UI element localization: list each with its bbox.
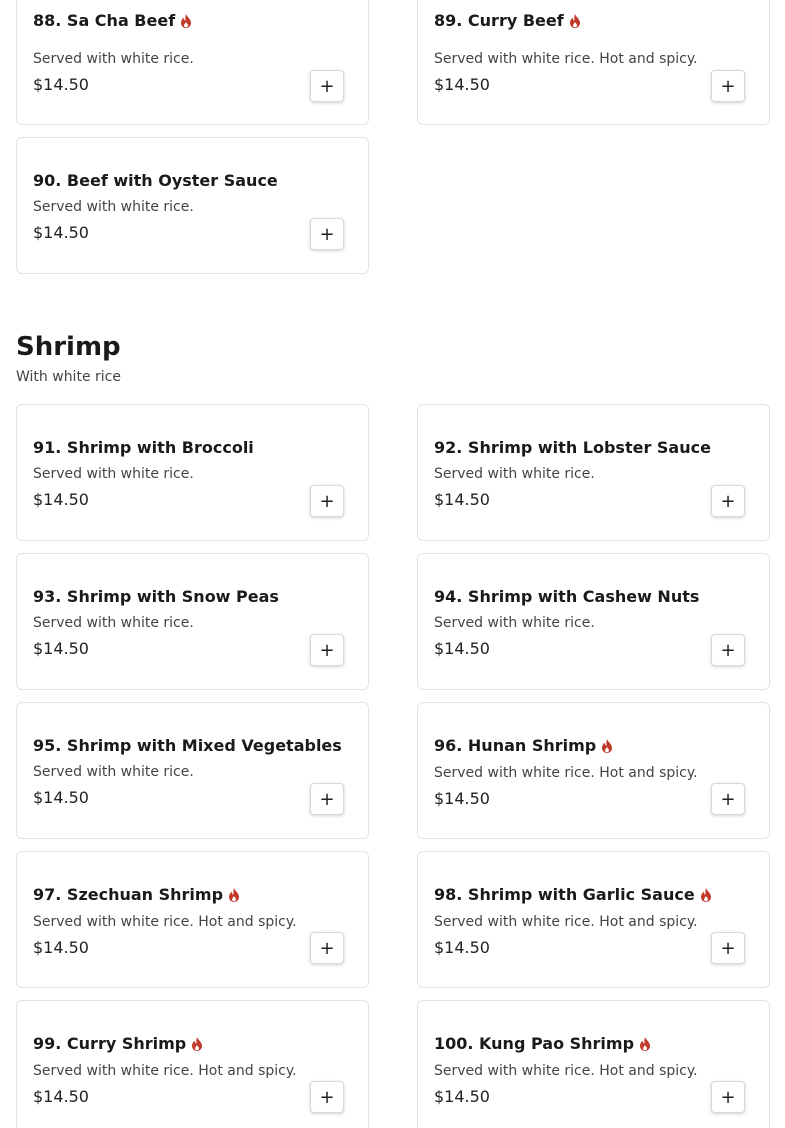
- add-to-cart-button[interactable]: +: [711, 634, 745, 666]
- item-description: Served with white rice. Hot and spicy.: [434, 914, 698, 930]
- section-subtitle: With white rice: [16, 369, 121, 385]
- add-to-cart-button[interactable]: +: [310, 634, 344, 666]
- menu-item-card[interactable]: [417, 404, 770, 541]
- item-price: $14.50: [33, 223, 89, 242]
- item-name: 97. Szechuan Shrimp: [33, 885, 240, 904]
- menu-item-card[interactable]: [417, 702, 770, 839]
- item-price: $14.50: [33, 1087, 89, 1106]
- add-to-cart-button[interactable]: +: [711, 1081, 745, 1113]
- add-to-cart-button[interactable]: +: [310, 1081, 344, 1113]
- item-name: 92. Shrimp with Lobster Sauce: [434, 438, 711, 457]
- item-description: Served with white rice.: [33, 615, 194, 631]
- item-name: 96. Hunan Shrimp: [434, 736, 613, 755]
- item-description: Served with white rice. Hot and spicy.: [434, 1063, 698, 1079]
- menu-item-card[interactable]: [16, 1000, 369, 1128]
- add-to-cart-button[interactable]: +: [711, 783, 745, 815]
- item-name: 91. Shrimp with Broccoli: [33, 438, 254, 457]
- menu-item-card[interactable]: [417, 0, 770, 125]
- item-description: Served with white rice.: [33, 466, 194, 482]
- menu-item-card[interactable]: [16, 0, 369, 125]
- item-name: 93. Shrimp with Snow Peas: [33, 587, 279, 606]
- item-name: 88. Sa Cha Beef: [33, 11, 192, 30]
- item-name: 95. Shrimp with Mixed Vegetables: [33, 736, 342, 755]
- add-to-cart-button[interactable]: +: [310, 485, 344, 517]
- item-price: $14.50: [434, 789, 490, 808]
- add-to-cart-button[interactable]: +: [711, 70, 745, 102]
- item-description: Served with white rice.: [33, 764, 194, 780]
- item-name: 90. Beef with Oyster Sauce: [33, 171, 278, 190]
- menu-item-card[interactable]: [16, 851, 369, 988]
- spicy-flame-icon: [700, 888, 712, 902]
- section-title: Shrimp: [16, 332, 121, 362]
- menu-item-card[interactable]: [16, 702, 369, 839]
- spicy-flame-icon: [601, 739, 613, 753]
- add-to-cart-button[interactable]: +: [711, 485, 745, 517]
- spicy-flame-icon: [228, 888, 240, 902]
- add-to-cart-button[interactable]: +: [310, 70, 344, 102]
- add-to-cart-button[interactable]: +: [310, 783, 344, 815]
- item-name: 94. Shrimp with Cashew Nuts: [434, 587, 700, 606]
- add-to-cart-button[interactable]: +: [310, 932, 344, 964]
- menu-item-card[interactable]: [16, 137, 369, 274]
- item-name: 98. Shrimp with Garlic Sauce: [434, 885, 712, 904]
- item-description: Served with white rice. Hot and spicy.: [434, 765, 698, 781]
- spicy-flame-icon: [639, 1037, 651, 1051]
- spicy-flame-icon: [191, 1037, 203, 1051]
- menu-item-card[interactable]: [16, 553, 369, 690]
- item-price: $14.50: [33, 788, 89, 807]
- item-name: 89. Curry Beef: [434, 11, 581, 30]
- spicy-flame-icon: [180, 14, 192, 28]
- item-description: Served with white rice. Hot and spicy.: [33, 914, 297, 930]
- item-price: $14.50: [33, 75, 89, 94]
- item-price: $14.50: [33, 938, 89, 957]
- menu-item-card[interactable]: [417, 1000, 770, 1128]
- menu-item-card[interactable]: [417, 553, 770, 690]
- item-price: $14.50: [33, 639, 89, 658]
- item-description: Served with white rice.: [434, 466, 595, 482]
- spicy-flame-icon: [569, 14, 581, 28]
- item-price: $14.50: [33, 490, 89, 509]
- item-price: $14.50: [434, 75, 490, 94]
- add-to-cart-button[interactable]: +: [711, 932, 745, 964]
- item-description: Served with white rice.: [33, 199, 194, 215]
- item-description: Served with white rice.: [33, 51, 194, 67]
- menu-item-card[interactable]: [417, 851, 770, 988]
- item-price: $14.50: [434, 1087, 490, 1106]
- menu-item-card[interactable]: [16, 404, 369, 541]
- item-name: 100. Kung Pao Shrimp: [434, 1034, 651, 1053]
- item-description: Served with white rice.: [434, 615, 595, 631]
- add-to-cart-button[interactable]: +: [310, 218, 344, 250]
- item-description: Served with white rice. Hot and spicy.: [434, 51, 698, 67]
- item-price: $14.50: [434, 938, 490, 957]
- item-description: Served with white rice. Hot and spicy.: [33, 1063, 297, 1079]
- item-price: $14.50: [434, 490, 490, 509]
- item-name: 99. Curry Shrimp: [33, 1034, 203, 1053]
- item-price: $14.50: [434, 639, 490, 658]
